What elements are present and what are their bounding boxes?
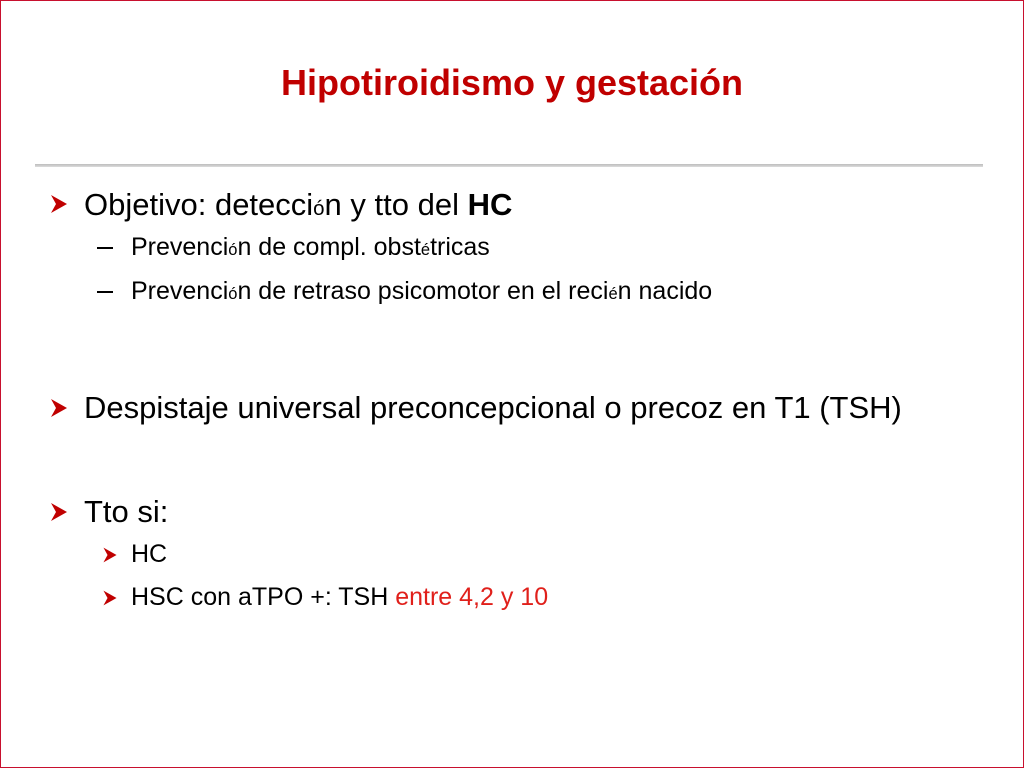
dash-bullet-icon bbox=[97, 291, 113, 293]
dash-bullet-icon bbox=[97, 247, 113, 249]
sub-bullet-retraso: Prevención de retraso psicomotor en el recién nacido bbox=[131, 277, 713, 305]
highlight-range: entre 4,2 y 10 bbox=[395, 583, 549, 611]
arrow-bullet-icon bbox=[101, 589, 119, 612]
arrow-bullet-icon bbox=[101, 546, 119, 569]
arrow-bullet-icon bbox=[48, 397, 70, 424]
bullet-objetivo bbox=[84, 187, 512, 223]
slide-title: Hipotiroidismo y gestación bbox=[280, 62, 744, 103]
arrow-bullet-icon bbox=[48, 501, 70, 528]
sub-bullet-hsc: HSC con aTPO +: TSH entre 4,2 y 10 bbox=[131, 583, 549, 611]
sub-bullet-complicaciones: Prevención de compl. obstétricas bbox=[131, 233, 490, 261]
bullet-text: n y tto del bbox=[324, 187, 468, 222]
bullet-text: Objetivo: detecci bbox=[84, 187, 314, 222]
bullet-text-small: ó bbox=[313, 197, 325, 220]
bullet-text-bold: HC bbox=[467, 187, 513, 222]
bullet-despistaje: Despistaje universal preconcepcional o precoz en T1 (TSH) bbox=[84, 390, 902, 425]
title-divider bbox=[35, 164, 983, 167]
sub-bullet-hc: HC bbox=[131, 540, 168, 568]
arrow-bullet-icon bbox=[48, 193, 70, 220]
bullet-tto: Tto si: bbox=[84, 494, 169, 529]
